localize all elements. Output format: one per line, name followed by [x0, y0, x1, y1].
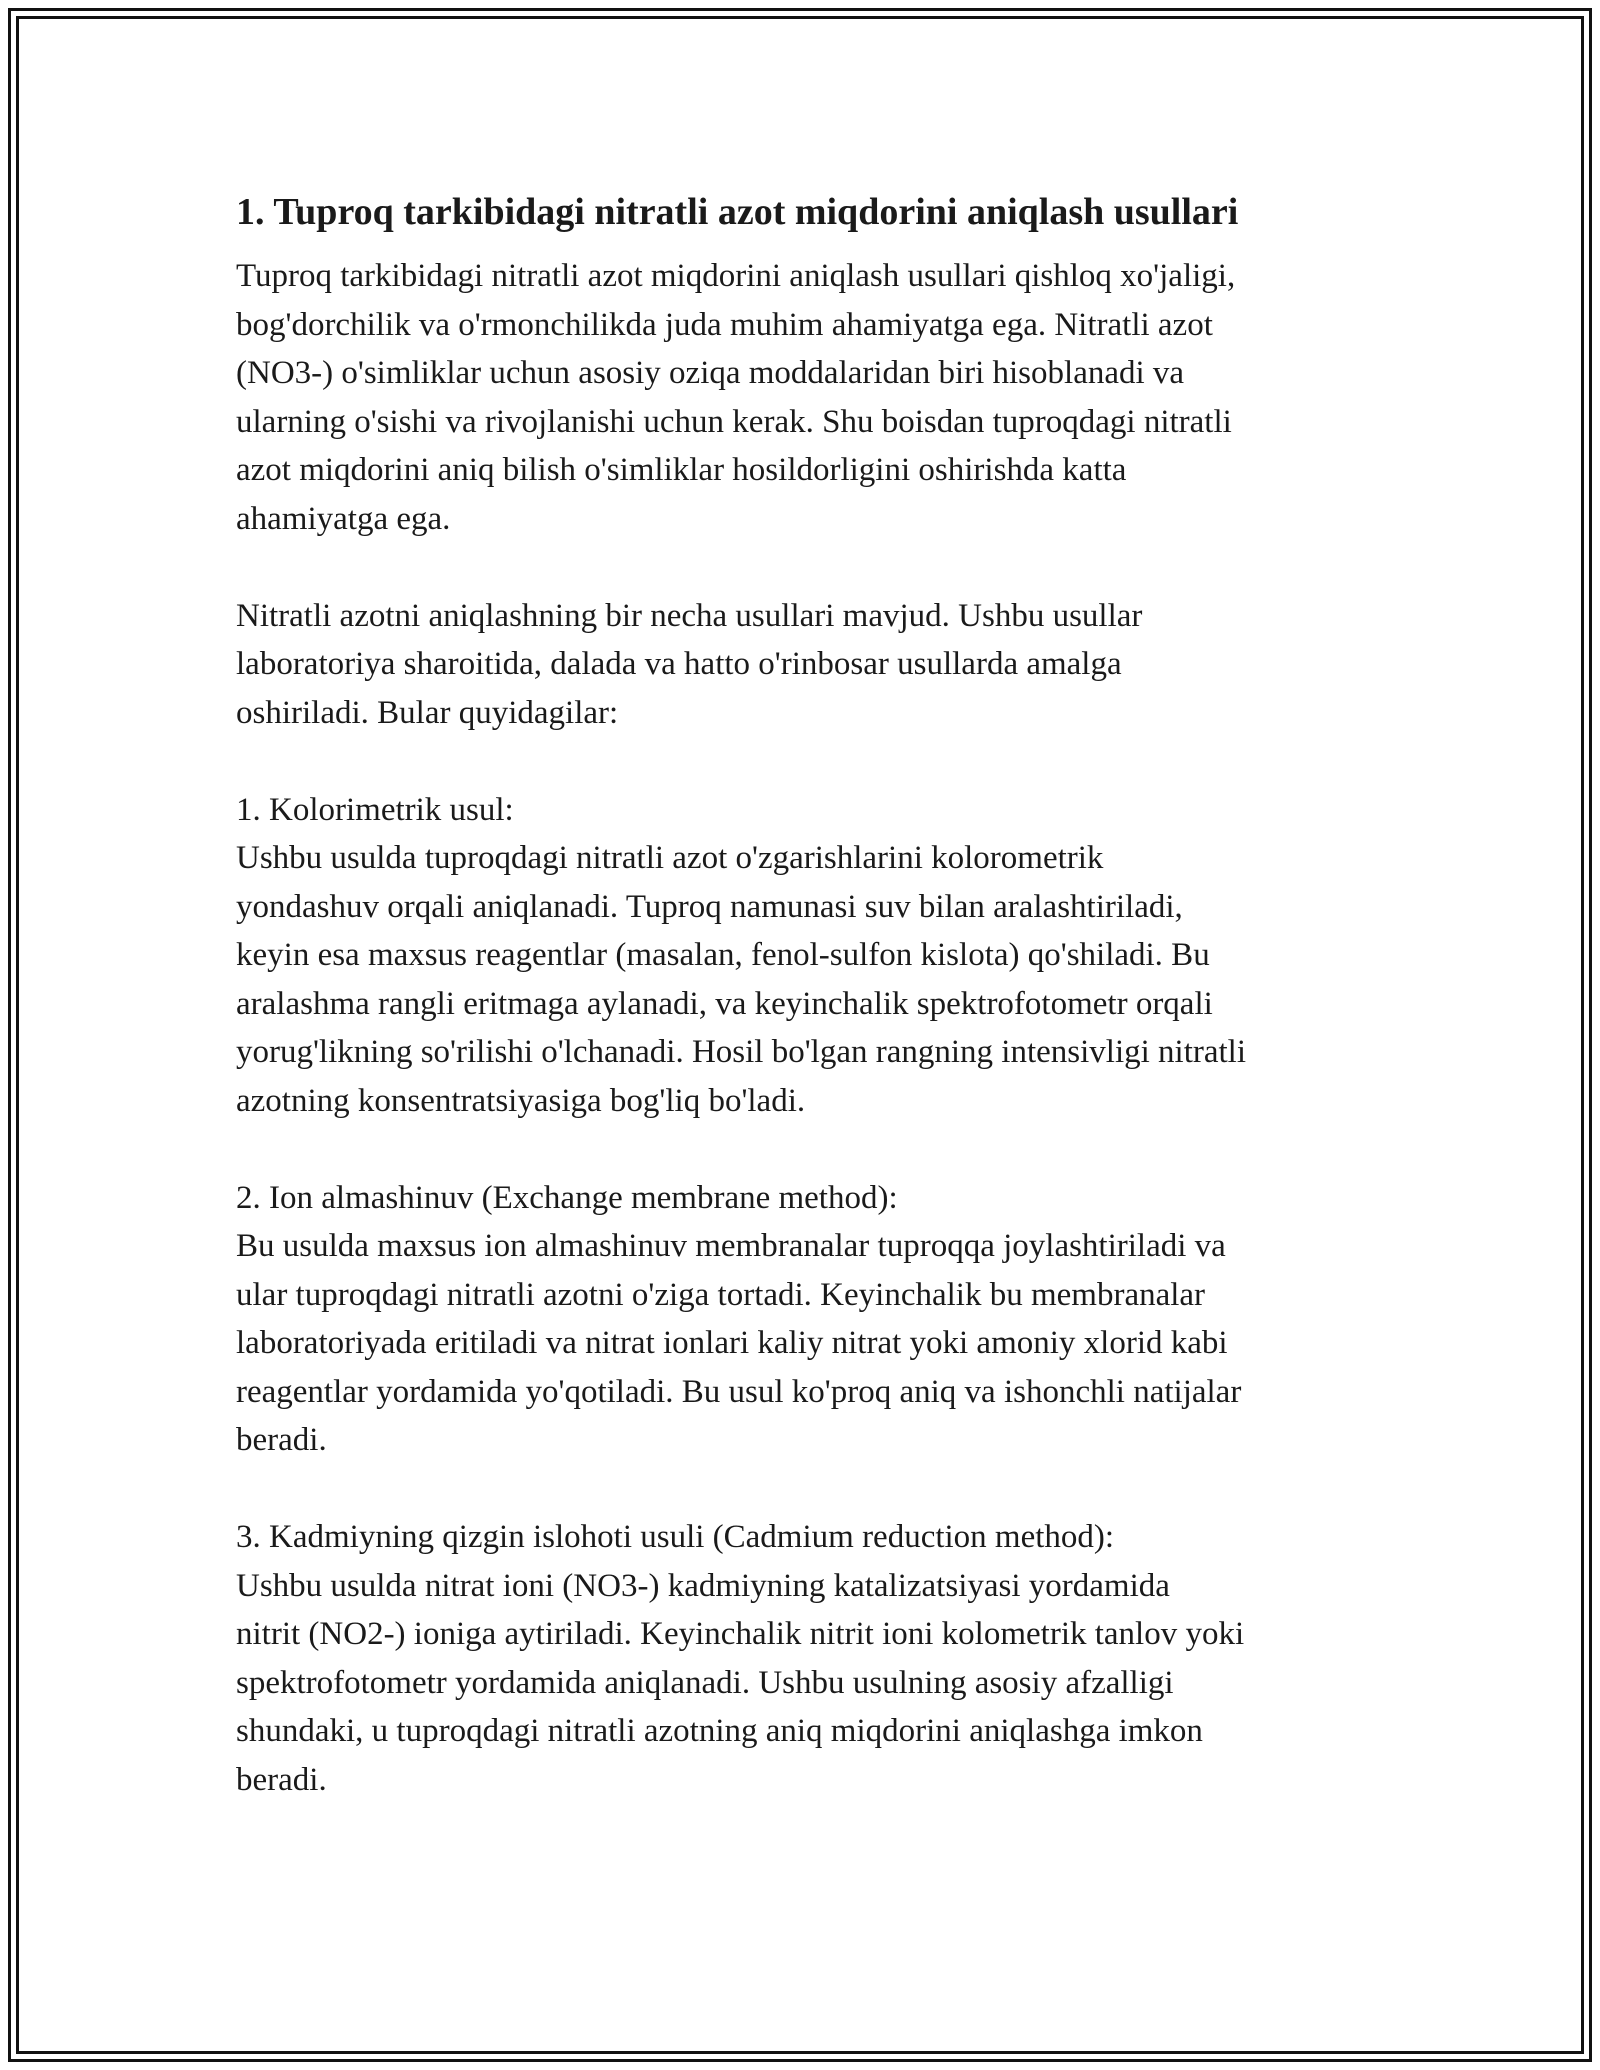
- paragraph-gap: [236, 1465, 1416, 1514]
- page-title: 1. Tuproq tarkibidagi nitratli azot miqdorini aniqlash usullari: [236, 191, 1239, 233]
- method-section-2: [236, 1174, 1416, 1465]
- paragraph-gap: [236, 1125, 1416, 1174]
- method-heading: 3. Kadmiyning qizgin islohoti usuli (Cadmium reduction method):: [236, 1519, 1115, 1555]
- document-body: [236, 186, 1416, 1804]
- method-body: Ushbu usulda nitrat ioni (NO3-) kadmiyning katalizatsiyasi yordamida nitrit (NO2-) ioniga aytiriladi. Keyinchalik nitrit ioni kolometrik tanlov yoki spektrofotometr yordamida aniqlanadi. Ushbu usulning asosiy afzalligi shundaki, u tuproqdagi nitratli azotning aniq miqdorini aniqlashga imkon beradi.: [236, 1567, 1245, 1798]
- method-heading: 1. Kolorimetrik usul:: [236, 791, 514, 828]
- method-body: Ushbu usulda tuproqdagi nitratli azot o'zgarishlarini kolorometrik yondashuv orqali aniqlanadi. Tuproq namunasi suv bilan aralashtiriladi, keyin esa maxsus reagentlar (masalan, fenol-sulfon kislota) qo'shiladi. Bu aralashma rangli eritmaga aylanadi, va keyinchalik spektrofotometr orqali yorug'likning so'rilishi o'lchanadi. Hosil bo'lgan rangning intensivligi nitratli azotning konsentratsiyasiga bog'liq bo'ladi.: [236, 840, 1247, 1119]
- paragraph-gap: [236, 543, 1416, 592]
- intro-paragraph-2: Nitratli azotni aniqlashning bir necha usullari mavjud. Ushbu usullar laboratoriya sharoitida, dalada va hatto o'rinbosar usullarda amalga oshiriladi. Bular quyidagilar:: [236, 597, 1143, 731]
- method-section-1: [236, 786, 1416, 1126]
- paragraph-gap: [236, 737, 1416, 786]
- method-body: Bu usulda maxsus ion almashinuv membranalar tuproqqa joylashtiriladi va ular tuproqdagi nitratli azotni o'ziga tortadi. Keyinchalik bu membranalar laboratoriyada eritiladi va nitrat ionlari kaliy nitrat yoki amoniy xlorid kabi reagentlar yordamida yo'qotiladi. Bu usul ko'proq aniq va ishonchli natijalar beradi.: [236, 1228, 1242, 1458]
- method-section-3: [236, 1513, 1416, 1804]
- intro-paragraph-1: Tuproq tarkibidagi nitratli azot miqdorini aniqlash usullari qishloq xo'jaligi, bog'dorchilik va o'rmonchilikda juda muhim ahamiyatga ega. Nitratli azot (NO3-) o'simliklar uchun asosiy oziqa moddalaridan biri hisoblanadi va ularning o'sishi va rivojlanishi uchun kerak. Shu boisdan tuproqdagi nitratli azot miqdorini aniq bilish o'simliklar hosildorligini oshirishda katta ahamiyatga ega.: [236, 258, 1236, 537]
- method-heading: 2. Ion almashinuv (Exchange membrane method):: [236, 1179, 898, 1216]
